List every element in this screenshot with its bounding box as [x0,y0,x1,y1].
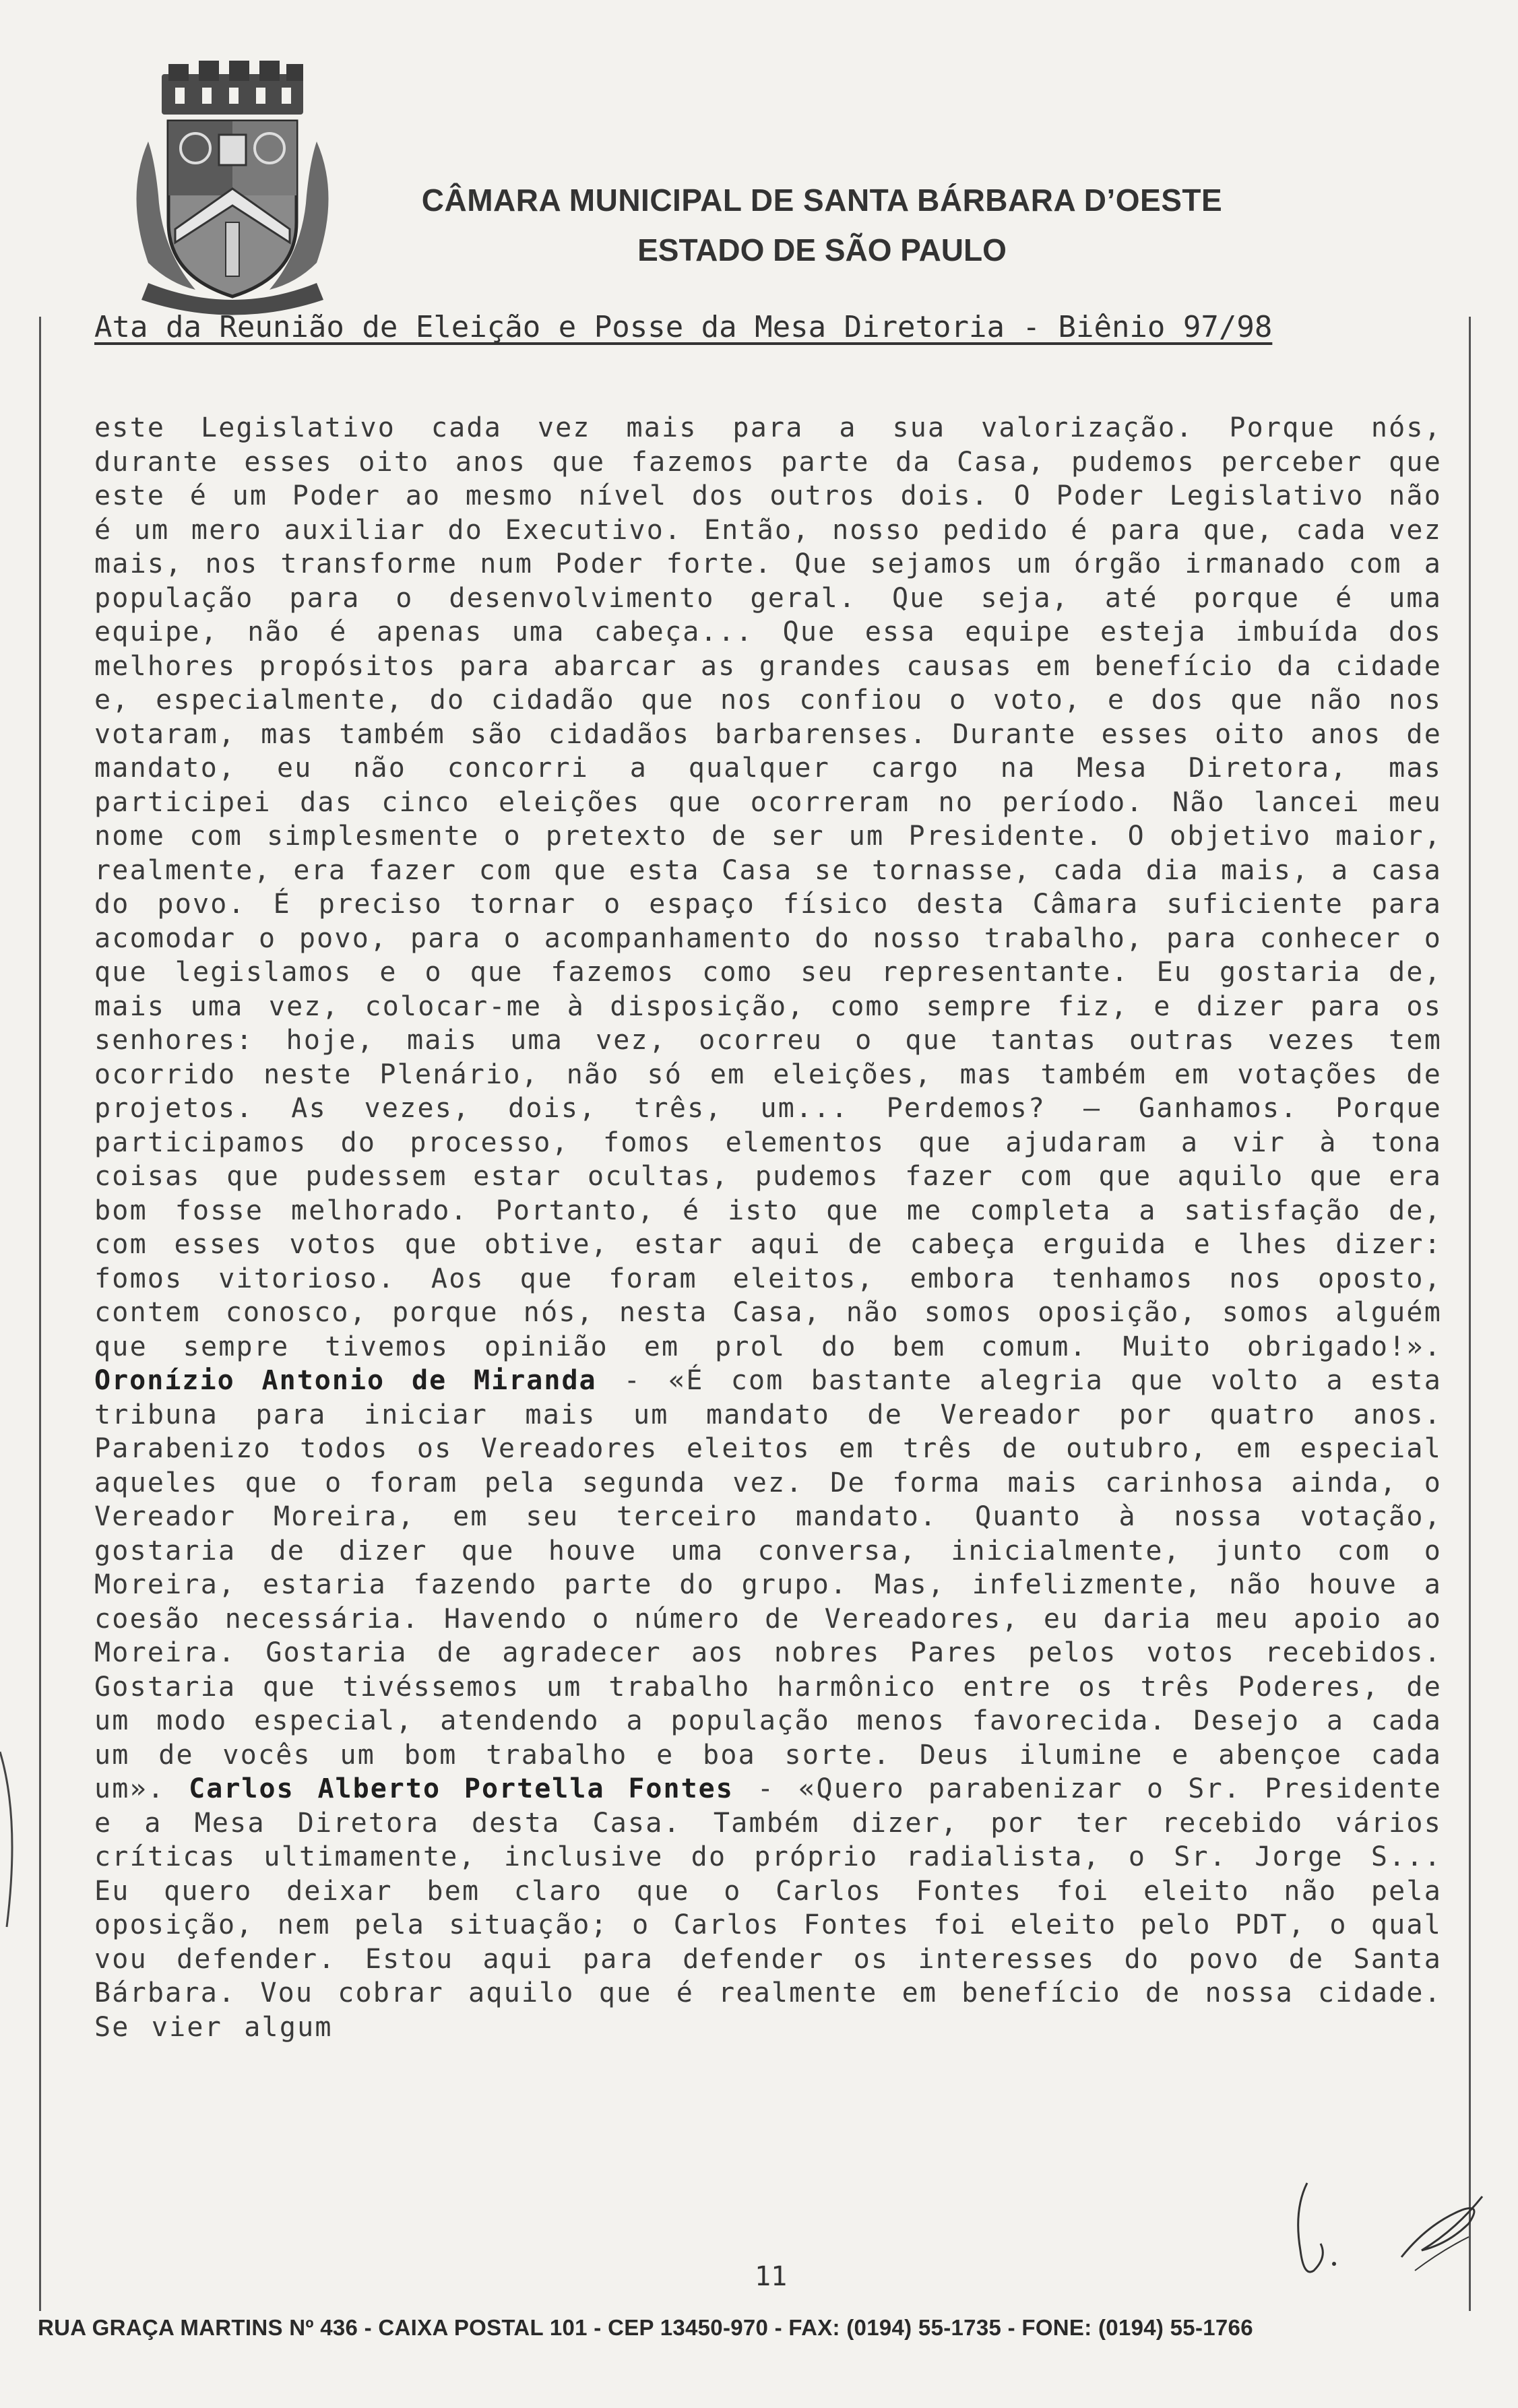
handwritten-signature-icon [1267,2169,1496,2291]
paragraph-speech-1: este Legislativo cada vez mais para a sua valorização. Porque nós, durante esses oito anos que fazemos parte da Casa, pudemos perceber que este é um Poder ao mesmo nível dos outros dois. O Poder Legislativo não é um mero auxiliar do Executivo. Então, nosso pedido é para que, cada vez mais, nos transforme num Poder forte. Que sejamos um órgão irmanado com a população para o desenvolvimento geral. Que seja, até porque é uma equipe, não é apenas uma cabeça... Que essa equipe esteja imbuída dos melhores propósitos para abarcar as grandes causas em benefício da cidade e, especialmente, do cidadão que nos confiou o voto, e dos que não nos votaram, mas também são cidadãos barbarenses. Durante esses oito anos de mandato, eu não concorri a qualquer cargo na Mesa Diretora, mas participei das cinco eleições que ocorreram no período. Não lancei meu nome com simplesmente o pretexto de ser um Presidente. O objetivo maior, realmente, era fazer com que esta Casa se tornasse, cada dia mais, a casa do povo. É preciso tornar o espaço físico desta Câmara suficiente para acomodar o povo, para o acompanhamento do nosso trabalho, para conhecer o que legislamos e o que fazemos como seu representante. Eu gostaria de, mais uma vez, colocar-me à disposição, como sempre fiz, e dizer para os senhores: hoje, mais uma vez, ocorreu o que tantas outras vezes tem ocorrido neste Plenário, não só em eleições, mas também em votações de projetos. As vezes, dois, três, um... Perdemos? — Ganhamos. Porque participamos do processo, fomos elementos que ajudaram a vir à tona coisas que pudessem estar ocultas, pudemos fazer com que aquilo que era bom fosse melhorado. Portanto, é isto que me completa a satisfação de, com esses votos que obtive, estar aqui de cabeça erguida e lhes dizer: fomos vitorioso. Aos que foram eleitos, embora tenhamos nos oposto, contem conosco, porque nós, nesta Casa, não somos oposição, somos alguém que sempre tivemos opinião em prol do bem comum. Muito obrigado!». [94,412,1442,1362]
page-number: 11 [755,2261,788,2292]
minutes-body [94,411,1442,2217]
speaker-name: Carlos Alberto Portella Fontes [189,1773,734,1804]
address-footer: RUA GRAÇA MARTINS Nº 436 - CAIXA POSTAL 101 - CEP 13450-970 - FAX: (0194) 55-1735 - FONE: (0194) 55-1766 [38,2315,1253,2340]
paragraph-speech-2: - «É com bastante alegria que volto a esta tribuna para iniciar mais um mandato de Vereador por quatro anos. Parabenizo todos os Vereadores eleitos em três de outubro, em especial aqueles que o foram pela segunda vez. De forma mais carinhosa ainda, o Vereador Moreira, em seu terceiro mandato. Quanto à nossa votação, gostaria de dizer que houve uma conversa, inicialmente, junto com o Moreira, estaria fazendo parte do grupo. Mas, infelizmente, não houve a coesão necessária. Havendo o número de Vereadores, eu daria meu apoio ao Moreira. Gostaria de agradecer aos nobres Pares pelos votos recebidos. Gostaria que tivéssemos um trabalho harmônico entre os três Poderes, de um modo especial, atendendo a população menos favorecida. Desejo a cada um de vocês um bom trabalho e boa sorte. Deus ilumine e abençoe cada um». [94,1365,1442,1804]
document-subtitle: Ata da Reunião de Eleição e Posse da Mesa Diretoria - Biênio 97/98 [94,310,1273,344]
institution-header [350,182,1294,268]
institution-name: CÂMARA MUNICIPAL DE SANTA BÁRBARA D’OESTE [421,183,1223,218]
right-border-rule [1469,317,1471,2311]
left-border-rule [39,317,41,2311]
page-edge-mark [0,1738,27,1940]
paragraph-speech-3: - «Quero parabenizar o Sr. Presidente e a Mesa Diretora desta Casa. Também dizer, por ter recebido vários críticas ultimamente, inclusive do próprio radialista, o Sr. Jorge S... Eu quero deixar bem claro que o Carlos Fontes foi eleito não pela oposição, nem pela situação; o Carlos Fontes foi eleito pelo PDT, o qual vou defender. Estou aqui para defender os interesses do povo de Santa Bárbara. Vou cobrar aquilo que é realmente em benefício de nossa cidade. Se vier algum [94,1773,1442,2043]
municipal-coat-of-arms-icon [121,61,344,317]
speaker-name: Oronízio Antonio de Miranda [94,1365,597,1396]
state-name: ESTADO DE SÃO PAULO [637,232,1007,267]
